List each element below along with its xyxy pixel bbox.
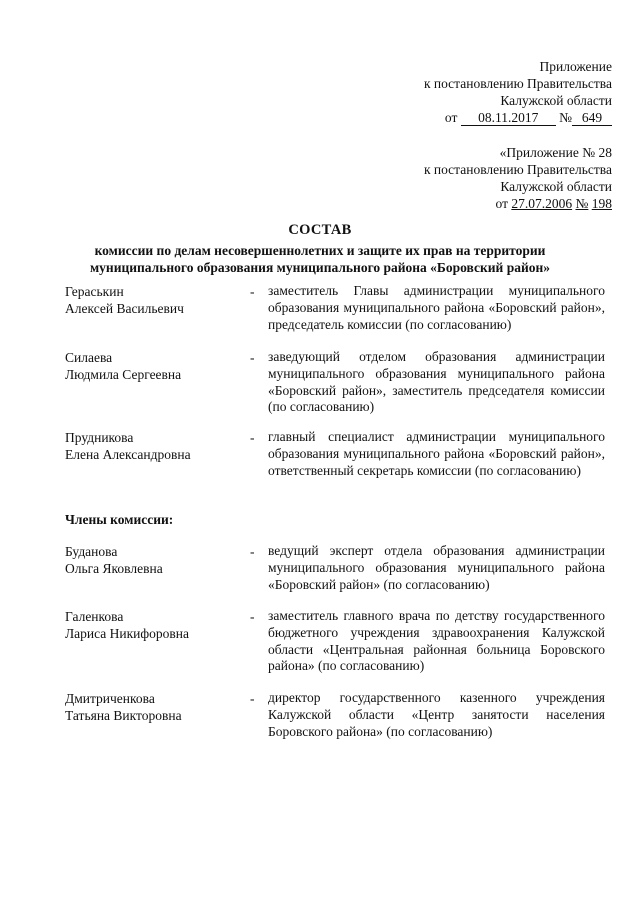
number-sign: № — [575, 196, 589, 211]
members-heading: Члены комиссии: — [65, 512, 174, 527]
document-subtitle-line1: комиссии по делам несовершеннолетних и защите их прав на территории — [94, 243, 546, 258]
member-given-names: Елена Александровна — [65, 447, 191, 462]
document-title: СОСТАВ — [288, 222, 352, 238]
member-role: ведущий эксперт отдела образования администрации муниципального образования муниципального района «Боровский район» (по согласованию) — [268, 543, 605, 592]
decree-date: 08.11.2017 — [461, 111, 556, 126]
decree-date-number — [424, 109, 612, 126]
member-role: заместитель Главы администрации муниципального образования муниципального района «Боровский район», председатель комиссии (по согласованию) — [268, 283, 605, 332]
number-sign: № — [559, 110, 572, 125]
appendix-previous-header — [424, 144, 612, 212]
member-name — [65, 608, 240, 642]
member-given-names: Людмила Сергеевна — [65, 367, 182, 382]
member-role: заместитель главного врача по детству государственного бюджетного учреждения здравоохранения Калужской области «Центральная районная больница Боровского района» (по согласованию) — [268, 608, 605, 674]
member-dash: - — [250, 691, 255, 706]
member-dash: - — [250, 609, 255, 624]
decree-reference: к постановлению Правительства — [423, 76, 612, 91]
member-role: заведующий отделом образования администрации муниципального образования муниципального района «Боровский район», заместитель председателя комиссии (по согласованию) — [268, 349, 605, 415]
member-given-names: Лариса Никифоровна — [65, 626, 189, 641]
member-dash: - — [250, 284, 255, 299]
member-surname: Прудникова — [65, 430, 134, 445]
member-name — [65, 349, 240, 383]
member-given-names: Алексей Васильевич — [65, 301, 184, 316]
member-name — [65, 543, 240, 577]
document-title-block — [0, 222, 640, 276]
appendix-label: «Приложение № 28 — [499, 145, 612, 160]
member-given-names: Татьяна Викторовна — [65, 708, 182, 723]
member-dash: - — [250, 430, 255, 445]
member-dash: - — [250, 350, 255, 365]
member-dash: - — [250, 544, 255, 559]
member-surname: Буданова — [65, 544, 118, 559]
decree-date: 27.07.2006 — [511, 196, 573, 211]
region-name: Калужской области — [500, 93, 612, 108]
member-surname: Гераськин — [65, 284, 124, 299]
region-name: Калужской области — [500, 179, 612, 194]
appendix-current-header — [424, 58, 612, 126]
member-role: директор государственного казенного учреждения Калужской области «Центр занятости населения Боровского района» (по согласованию) — [268, 690, 605, 739]
member-given-names: Ольга Яковлевна — [65, 561, 163, 576]
decree-date-number — [424, 195, 612, 212]
decree-number: 649 — [572, 111, 612, 126]
document-subtitle-line2: муниципального образования муниципального района «Боровский район» — [89, 260, 551, 275]
member-surname: Силаева — [65, 350, 113, 365]
member-name — [65, 283, 240, 317]
member-name — [65, 429, 240, 463]
member-name — [65, 690, 240, 724]
decree-number: 198 — [591, 196, 612, 211]
date-prefix: от — [444, 110, 458, 125]
member-surname: Дмитриченкова — [65, 691, 155, 706]
decree-reference: к постановлению Правительства — [423, 162, 612, 177]
member-surname: Галенкова — [65, 609, 124, 624]
member-role: главный специалист администрации муниципального образования муниципального района «Боровский район», ответственный секретарь комиссии (по согласованию) — [268, 429, 605, 478]
date-prefix: от — [495, 196, 508, 211]
appendix-label: Приложение — [539, 59, 612, 74]
